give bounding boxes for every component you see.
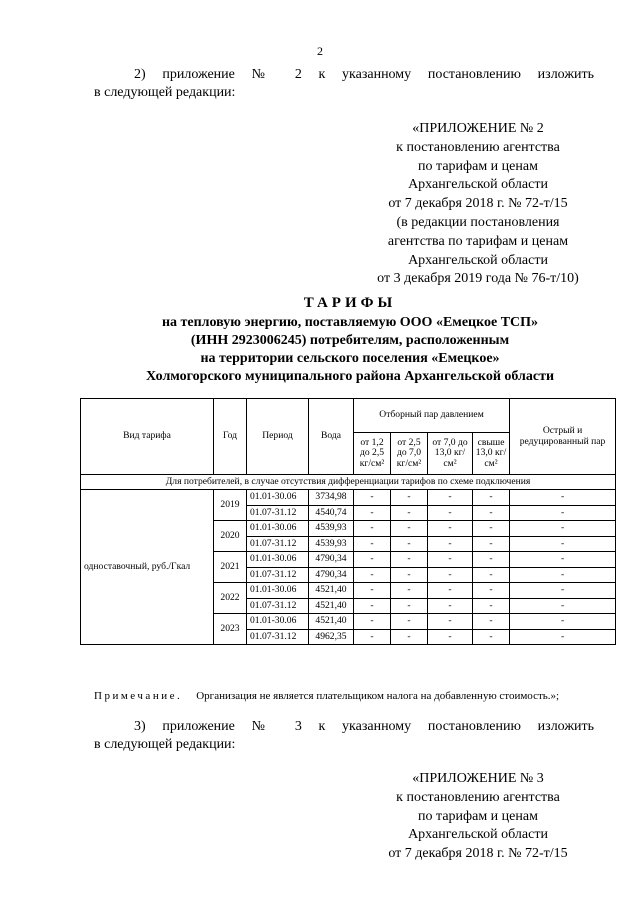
water-cell: 4539,93: [309, 521, 354, 537]
period-cell: 01.07-31.12: [247, 536, 309, 552]
dash-cell: -: [391, 583, 428, 599]
header-steam-4: свыше 13,0 кг/см²: [473, 433, 510, 475]
dash-cell: -: [391, 521, 428, 537]
header-steam-2: от 2,5 до 7,0 кг/см²: [391, 433, 428, 475]
header-tariff-type: Вид тарифа: [81, 399, 214, 475]
dash-cell: -: [510, 567, 616, 583]
dash-cell: -: [354, 505, 391, 521]
year-cell: 2022: [214, 583, 247, 614]
header-period: Период: [247, 399, 309, 475]
appendix-3-line: к постановлению агентства: [396, 789, 560, 805]
dash-cell: -: [391, 505, 428, 521]
appendix-2-line: Архангельской области: [408, 252, 548, 268]
dash-cell: -: [473, 552, 510, 568]
water-cell: 4790,34: [309, 567, 354, 583]
period-cell: 01.01-30.06: [247, 521, 309, 537]
year-cell: 2020: [214, 521, 247, 552]
dash-cell: -: [428, 583, 473, 599]
water-cell: 3734,98: [309, 490, 354, 506]
clause-2: [94, 66, 594, 102]
note-text: Организация не является плательщиком налога на добавленную стоимость.»;: [196, 690, 560, 702]
period-cell: 01.01-30.06: [247, 552, 309, 568]
dash-cell: -: [473, 614, 510, 630]
dash-cell: -: [510, 505, 616, 521]
dash-cell: -: [428, 536, 473, 552]
tariff-heading: ТАРИФЫ: [303, 295, 397, 311]
dash-cell: -: [428, 552, 473, 568]
dash-cell: -: [354, 552, 391, 568]
dash-cell: -: [510, 536, 616, 552]
period-cell: 01.01-30.06: [247, 490, 309, 506]
appendix-2-line: Архангельской области: [408, 177, 548, 193]
clause-3: [94, 718, 594, 754]
header-steam-1: от 1,2 до 2,5 кг/см²: [354, 433, 391, 475]
table-row: [81, 490, 616, 506]
tariff-title-line-2: (ИНН 2923006245) потребителям, расположенным: [190, 333, 510, 348]
dash-cell: -: [473, 598, 510, 614]
dash-cell: -: [391, 490, 428, 506]
dash-cell: -: [473, 629, 510, 645]
dash-cell: -: [391, 614, 428, 630]
dash-cell: -: [354, 583, 391, 599]
dash-cell: -: [428, 505, 473, 521]
period-cell: 01.01-30.06: [247, 583, 309, 599]
dash-cell: -: [510, 598, 616, 614]
dash-cell: -: [391, 536, 428, 552]
water-cell: 4521,40: [309, 598, 354, 614]
appendix-2-line: (в редакции постановления: [396, 214, 560, 230]
dash-cell: -: [354, 521, 391, 537]
dash-cell: -: [428, 490, 473, 506]
dash-cell: -: [354, 536, 391, 552]
dash-cell: -: [391, 598, 428, 614]
dash-cell: -: [510, 490, 616, 506]
water-cell: 4962,35: [309, 629, 354, 645]
tariff-title-line-1: на тепловую энергию, поставляемую ООО «Емецкое ТСП»: [161, 315, 539, 330]
note-label: Примечание.: [94, 690, 183, 702]
dash-cell: -: [391, 629, 428, 645]
tariff-title: [80, 294, 620, 386]
dash-cell: -: [510, 629, 616, 645]
year-cell: 2019: [214, 490, 247, 521]
header-steam-3: от 7,0 до 13,0 кг/см²: [428, 433, 473, 475]
tariff-title-line-4: Холмогорского муниципального района Архангельской области: [145, 369, 555, 384]
appendix-2-line: агентства по тарифам и ценам: [387, 233, 569, 249]
note: [94, 690, 559, 702]
year-cell: 2021: [214, 552, 247, 583]
year-cell: 2023: [214, 614, 247, 645]
page-number: 2: [317, 44, 323, 58]
dash-cell: -: [473, 521, 510, 537]
appendix-2-line: «ПРИЛОЖЕНИЕ № 2: [412, 121, 544, 136]
dash-cell: -: [428, 521, 473, 537]
dash-cell: -: [391, 567, 428, 583]
dash-cell: -: [510, 552, 616, 568]
dash-cell: -: [473, 490, 510, 506]
dash-cell: -: [428, 614, 473, 630]
clause-3-second-line: в следующей редакции:: [94, 737, 236, 752]
appendix-2-line: от 3 декабря 2019 года № 76-т/10): [377, 271, 579, 287]
water-cell: 4540,74: [309, 505, 354, 521]
period-cell: 01.07-31.12: [247, 629, 309, 645]
period-cell: 01.01-30.06: [247, 614, 309, 630]
dash-cell: -: [354, 629, 391, 645]
group-row: Для потребителей, в случае отсутствия дифференциации тарифов по схеме подключения: [81, 475, 616, 490]
appendix-2-line: к постановлению агентства: [396, 139, 560, 155]
dash-cell: -: [428, 567, 473, 583]
dash-cell: -: [510, 583, 616, 599]
tariff-table: [80, 398, 616, 645]
dash-cell: -: [428, 598, 473, 614]
appendix-2-line: по тарифам и ценам: [418, 158, 538, 174]
dash-cell: -: [510, 614, 616, 630]
period-cell: 01.07-31.12: [247, 505, 309, 521]
period-cell: 01.07-31.12: [247, 567, 309, 583]
dash-cell: -: [354, 614, 391, 630]
dash-cell: -: [473, 583, 510, 599]
water-cell: 4521,40: [309, 614, 354, 630]
dash-cell: -: [391, 552, 428, 568]
header-year: Год: [214, 399, 247, 475]
dash-cell: -: [354, 567, 391, 583]
appendix-3-header: [348, 770, 608, 864]
clause-2-second-line: в следующей редакции:: [94, 85, 236, 100]
dash-cell: -: [473, 505, 510, 521]
header-water: Вода: [309, 399, 354, 475]
dash-cell: -: [510, 521, 616, 537]
dash-cell: -: [473, 536, 510, 552]
appendix-2-header: [348, 120, 608, 289]
clause-2-first-line: 2) приложение № 2 к указанному постановлению изложить: [134, 67, 594, 82]
water-cell: 4521,40: [309, 583, 354, 599]
header-steam-group: Отборный пар давлением: [354, 399, 510, 433]
water-cell: 4539,93: [309, 536, 354, 552]
appendix-3-line: от 7 декабря 2018 г. № 72-т/15: [388, 846, 568, 862]
appendix-3-line: по тарифам и ценам: [418, 808, 538, 824]
appendix-2-line: от 7 декабря 2018 г. № 72-т/15: [388, 196, 568, 212]
water-cell: 4790,34: [309, 552, 354, 568]
dash-cell: -: [354, 490, 391, 506]
period-cell: 01.07-31.12: [247, 598, 309, 614]
dash-cell: -: [354, 598, 391, 614]
appendix-3-line: Архангельской области: [408, 827, 548, 843]
appendix-3-line: «ПРИЛОЖЕНИЕ № 3: [412, 771, 544, 786]
tariff-name-cell: одноставочный, руб./Гкал: [81, 490, 214, 645]
dash-cell: -: [428, 629, 473, 645]
header-sharp-steam: Острый и редуцированный пар: [510, 399, 616, 475]
dash-cell: -: [473, 567, 510, 583]
clause-3-first-line: 3) приложение № 3 к указанному постановлению изложить: [134, 719, 594, 734]
tariff-title-line-3: на территории сельского поселения «Емецкое»: [200, 351, 500, 366]
